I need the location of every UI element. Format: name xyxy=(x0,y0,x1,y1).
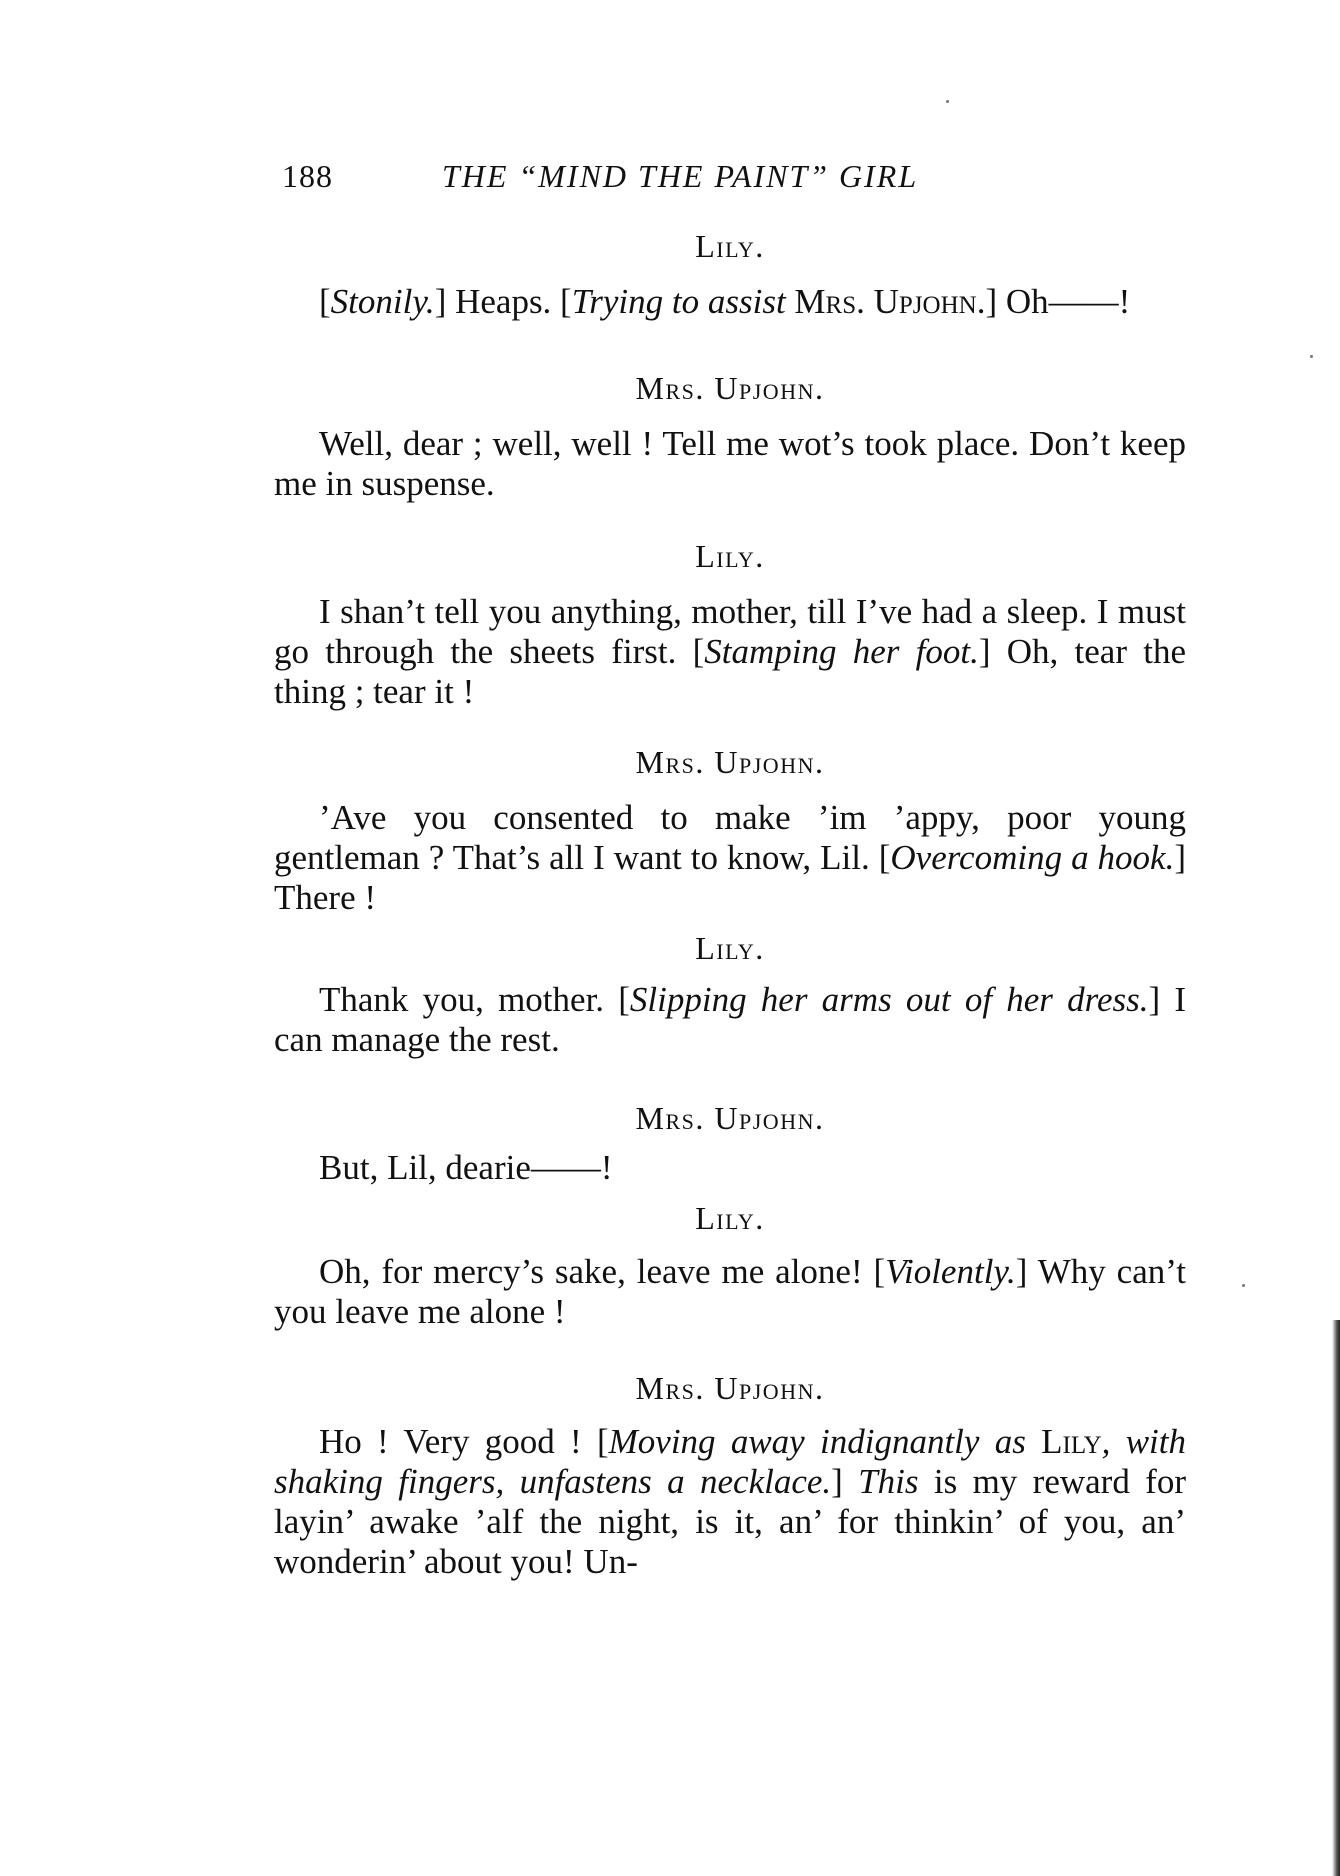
dialogue-lily-1 xyxy=(274,282,1186,322)
text: ] Oh, tear the thing ; tear it ! xyxy=(274,632,1187,711)
text: Oh, for mercy’s sake, leave me alone! [ xyxy=(319,1252,886,1291)
stage-direction: Trying to assist xyxy=(571,282,786,321)
speaker-lily: Lily. xyxy=(695,228,765,264)
text: ] xyxy=(831,1462,859,1501)
dialogue-lily-2 xyxy=(274,592,1186,712)
speaker-upjohn: Mrs. Upjohn. xyxy=(635,1370,825,1406)
text: Thank you, mother. [ xyxy=(319,980,630,1019)
dialogue-lily-4 xyxy=(274,1252,1186,1332)
character-name: Lily xyxy=(1025,1422,1102,1461)
speaker-lily: Lily. xyxy=(695,930,765,966)
dialogue-upjohn-2 xyxy=(274,798,1186,918)
speaker-lily: Lily. xyxy=(695,1200,765,1236)
stage-direction: Slipping her arms out of her dress. xyxy=(629,980,1149,1019)
page-number: 188 xyxy=(282,158,333,194)
scan-speck xyxy=(1242,1284,1245,1287)
stage-direction: Overcoming a hook. xyxy=(890,838,1175,877)
character-name: Mrs. Upjohn. xyxy=(785,282,986,321)
stage-direction: , with shaking fingers, unfastens a necklace. xyxy=(274,1422,1187,1501)
page-edge-shadow xyxy=(1332,1320,1340,1876)
scan-speck xyxy=(946,100,949,103)
stage-direction: Stonily. xyxy=(330,282,435,321)
stage-direction: This xyxy=(858,1462,919,1501)
text: ’Ave you consented to make ’im ’appy, poor young gentleman ? That’s all I want to know, Lil. [ xyxy=(274,798,1186,877)
text: ] Why can’t you leave me alone ! xyxy=(274,1252,1186,1331)
dialogue-upjohn-3: But, Lil, dearie——! xyxy=(319,1148,613,1187)
page-header xyxy=(282,158,1192,202)
dialogue-upjohn-1: Well, dear ; well, well ! Tell me wot’s took place. Don’t keep me in suspense. xyxy=(274,424,1186,503)
text: ] There ! xyxy=(274,838,1186,917)
stage-direction: Violently. xyxy=(885,1252,1016,1291)
running-title: THE “MIND THE PAINT” GIRL xyxy=(442,158,919,194)
text: ] Oh——! xyxy=(985,282,1131,321)
text: I shan’t tell you anything, mother, till I’ve had a sleep. I must go through the sheets first. [ xyxy=(274,592,1186,671)
speaker-upjohn: Mrs. Upjohn. xyxy=(635,1100,825,1136)
stage-direction: Stamping her foot. xyxy=(704,632,979,671)
dialogue-upjohn-4 xyxy=(274,1422,1186,1582)
dialogue-lily-3 xyxy=(274,980,1186,1060)
stage-direction: Moving away indignantly as xyxy=(608,1422,1026,1461)
text: ] Heaps. [ xyxy=(434,282,572,321)
speaker-lily: Lily. xyxy=(695,538,765,574)
text: Ho ! Very good ! [ xyxy=(319,1422,609,1461)
speaker-upjohn: Mrs. Upjohn. xyxy=(635,370,825,406)
speaker-upjohn: Mrs. Upjohn. xyxy=(635,744,825,780)
text: [ xyxy=(319,282,331,321)
scan-speck xyxy=(1310,355,1313,358)
text: is my reward for layin’ awake ’alf the night, is it, an’ for thinkin’ of you, an’ wonderin’ about you! Un- xyxy=(274,1462,1186,1581)
text: ] I can manage the rest. xyxy=(274,980,1187,1059)
